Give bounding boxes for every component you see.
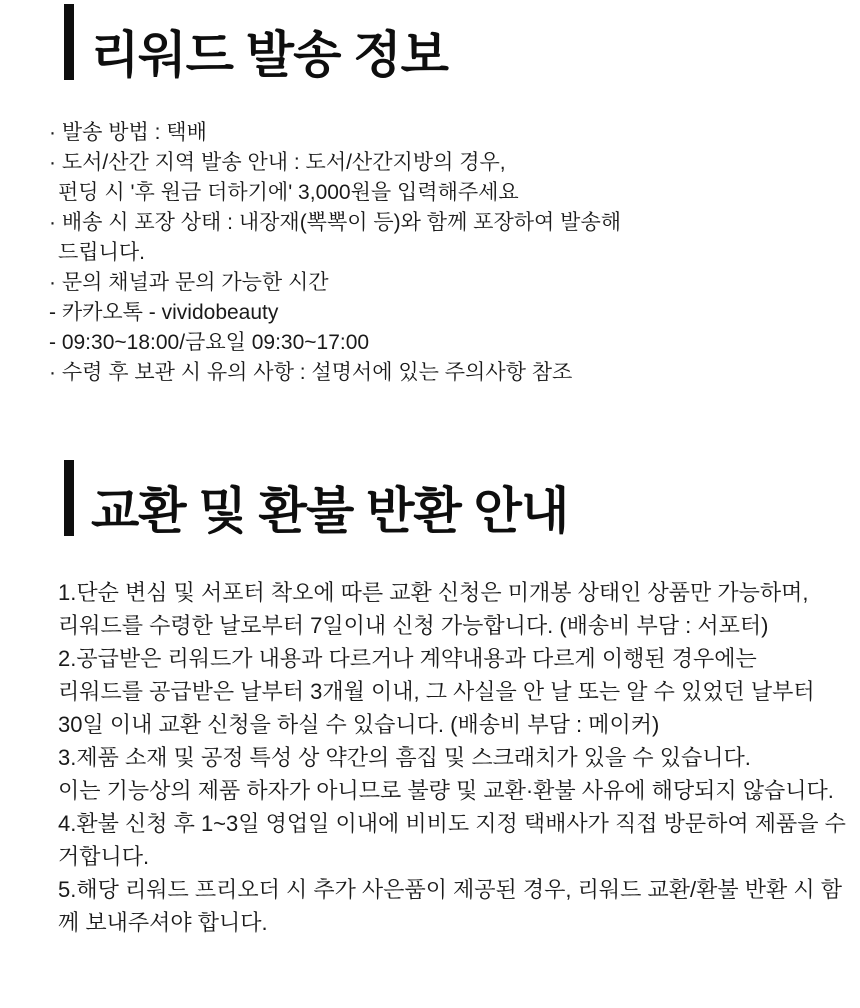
text-line: - 카카오톡 - vividobeauty	[49, 301, 279, 324]
section-title-reward-shipping: 리워드 발송 정보	[91, 27, 448, 83]
text-line: · 도서/산간 지역 발송 안내 : 도서/산간지방의 경우,	[49, 151, 506, 174]
section-reward-shipping-info	[0, 0, 860, 388]
text-line: 리워드를 수령한 날로부터 7일이내 신청 가능합니다. (배송비 부담 : 서포터)	[58, 613, 769, 638]
text-line: 펀딩 시 '후 원금 더하기에' 3,000원을 입력해주세요	[58, 181, 519, 204]
text-line: 3.제품 소재 및 공정 특성 상 약간의 흠집 및 스크래치가 있을 수 있습니다.	[58, 745, 751, 770]
text-line: - 09:30~18:00/금요일 09:30~17:00	[49, 331, 370, 354]
text-line: · 문의 채널과 문의 가능한 시간	[49, 271, 329, 294]
text-line: 드립니다.	[58, 241, 145, 264]
text-line: 2.공급받은 리워드가 내용과 다르거나 계약내용과 다르게 이행된 경우에는	[58, 646, 757, 671]
title-accent-bar	[64, 4, 74, 80]
text-line: 4.환불 신청 후 1~3일 영업일 이내에 비비도 지정 택배사가 직접 방문하여 제품을 수	[58, 811, 846, 836]
text-line: 30일 이내 교환 신청을 하실 수 있습니다. (배송비 부담 : 메이커)	[58, 712, 660, 737]
exchange-refund-body-text	[58, 576, 860, 939]
shipping-info-body-text	[49, 118, 860, 388]
text-line: 께 보내주셔야 합니다.	[58, 910, 268, 935]
section-title-row	[64, 460, 860, 539]
text-line: · 발송 방법 : 택배	[49, 121, 207, 144]
title-accent-bar	[64, 460, 74, 536]
section-title-row	[64, 0, 860, 83]
text-line: 1.단순 변심 및 서포터 착오에 따른 교환 신청은 미개봉 상태인 상품만 가능하며,	[58, 580, 809, 605]
text-line: 거합니다.	[58, 844, 150, 869]
section-title-exchange-refund: 교환 및 환불 반환 안내	[91, 483, 569, 539]
text-line: 리워드를 공급받은 날부터 3개월 이내, 그 사실을 안 날 또는 알 수 있었던 날부터	[58, 679, 815, 704]
text-line: · 배송 시 포장 상태 : 내장재(뽁뽁이 등)와 함께 포장하여 발송해	[49, 211, 622, 234]
text-line: 5.해당 리워드 프리오더 시 추가 사은품이 제공된 경우, 리워드 교환/환불 반환 시 함	[58, 877, 842, 902]
section-exchange-refund-info	[0, 460, 860, 939]
text-line: 이는 기능상의 제품 하자가 아니므로 불량 및 교환·환불 사유에 해당되지 않습니다.	[58, 778, 834, 803]
text-line: · 수령 후 보관 시 유의 사항 : 설명서에 있는 주의사항 참조	[49, 361, 573, 384]
